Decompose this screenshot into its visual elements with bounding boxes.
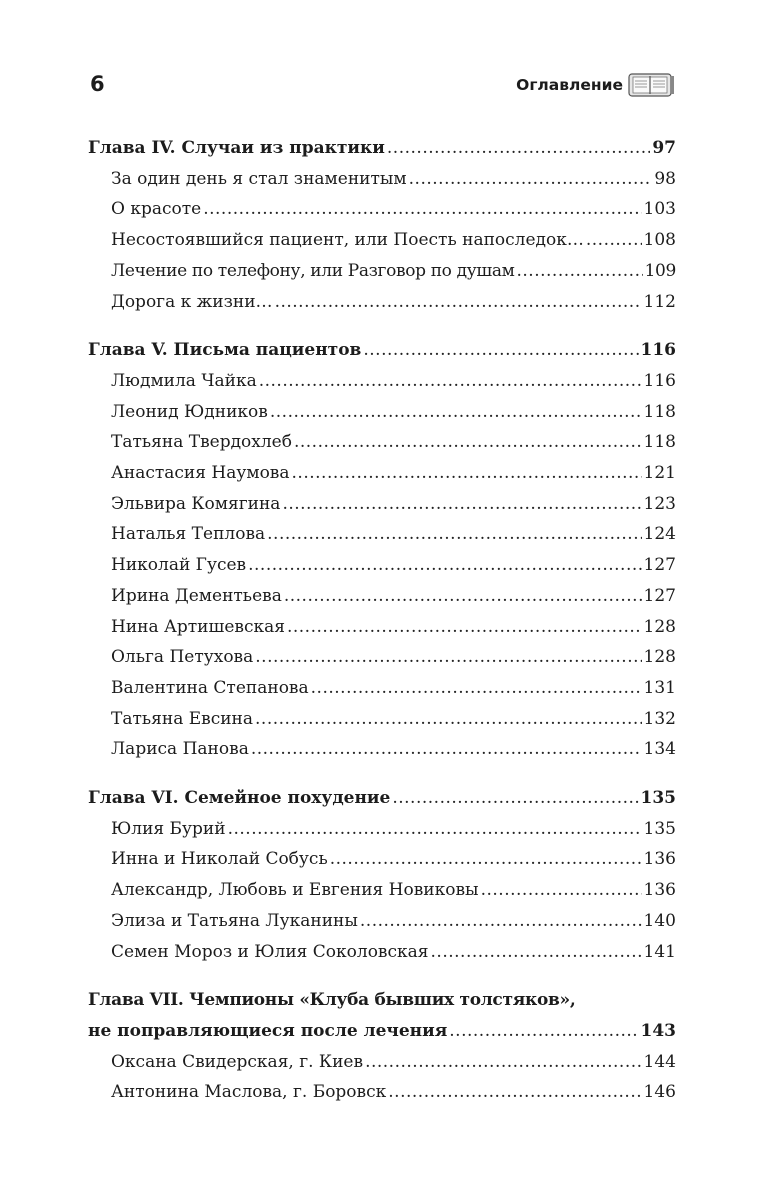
- toc-entry[interactable]: [88, 458, 676, 489]
- toc-entry[interactable]: [88, 194, 676, 225]
- page-ref: 116: [640, 340, 676, 361]
- toc-entry[interactable]: [88, 256, 676, 287]
- chapter-6: [88, 783, 676, 967]
- toc-entry[interactable]: [88, 704, 676, 735]
- chapter-title: Глава VI. Семейное похудение: [88, 788, 391, 809]
- page-ref: 109: [644, 260, 676, 281]
- chapter-title-line1[interactable]: Глава VII. Чемпионы «Клуба бывших толстяков»,: [88, 990, 576, 1011]
- page-ref: 135: [643, 818, 676, 839]
- toc-entry[interactable]: [88, 287, 676, 318]
- page-ref: 112: [643, 291, 676, 312]
- page-ref: 128: [643, 616, 676, 637]
- entry-title: Лариса Панова: [111, 739, 249, 760]
- page-number: 6: [90, 72, 105, 96]
- entry-title: За один день я стал знаменитым: [111, 168, 407, 189]
- page-ref: 140: [643, 910, 676, 931]
- page-ref: 118: [643, 401, 676, 422]
- toc-entry[interactable]: [88, 489, 676, 520]
- page-ref: 128: [643, 647, 676, 668]
- page-ref: 134: [643, 739, 676, 760]
- entry-title: Элиза и Татьяна Луканины: [111, 910, 358, 931]
- page-ref: 135: [640, 788, 676, 809]
- entry-title: Антонина Маслова, г. Боровск: [111, 1082, 387, 1103]
- page-ref: 103: [643, 199, 676, 220]
- page-ref: 108: [643, 230, 676, 251]
- chapter-title: Глава V. Письма пациентов: [88, 340, 362, 361]
- chapter-7: [88, 985, 676, 1108]
- toc-entry[interactable]: [88, 164, 676, 195]
- page-ref: 141: [643, 941, 676, 962]
- entry-title: Юлия Бурий: [111, 818, 226, 839]
- page-ref: 118: [643, 432, 676, 453]
- page-ref: 121: [643, 463, 676, 484]
- entry-title: Лечение по телефону, или Разговор по душам: [111, 260, 515, 281]
- toc-chapter-heading[interactable]: [88, 1016, 676, 1047]
- toc-entry[interactable]: [88, 397, 676, 428]
- page-ref: 124: [643, 524, 676, 545]
- toc-entry[interactable]: [88, 550, 676, 581]
- toc-entry[interactable]: [88, 734, 676, 765]
- entry-title: Дорога к жизни…: [111, 291, 273, 312]
- section-title: Оглавление: [516, 76, 623, 94]
- entry-title: Ольга Петухова: [111, 647, 254, 668]
- toc-entry[interactable]: [88, 581, 676, 612]
- entry-title: Нина Артишевская: [111, 616, 285, 637]
- toc-chapter-heading[interactable]: [88, 783, 676, 814]
- page-ref: 136: [643, 849, 676, 870]
- toc-entry[interactable]: [88, 366, 676, 397]
- page-ref: 143: [640, 1020, 676, 1041]
- page-ref: 98: [654, 168, 676, 189]
- toc-entry[interactable]: [88, 937, 676, 968]
- toc-entry[interactable]: [88, 225, 676, 256]
- chapter-title-line2: не поправляющиеся после лечения: [88, 1020, 448, 1041]
- chapter-4: [88, 133, 676, 317]
- toc-entry[interactable]: [88, 906, 676, 937]
- entry-title: Леонид Юдников: [111, 401, 268, 422]
- entry-title: О красоте: [111, 199, 202, 220]
- table-of-contents: [88, 133, 676, 1108]
- book-icon: [627, 70, 675, 100]
- entry-title: Наталья Теплова: [111, 524, 266, 545]
- entry-title: Оксана Свидерская, г. Киев: [111, 1051, 364, 1072]
- toc-chapter-heading[interactable]: [88, 335, 676, 366]
- toc-entry[interactable]: [88, 814, 676, 845]
- page-ref: 116: [643, 370, 676, 391]
- entry-title: Людмила Чайка: [111, 370, 257, 391]
- toc-entry[interactable]: [88, 875, 676, 906]
- toc-entry[interactable]: [88, 1047, 676, 1078]
- page-ref: 131: [643, 677, 676, 698]
- page-ref: 146: [643, 1082, 676, 1103]
- toc-chapter-heading[interactable]: [88, 133, 676, 164]
- toc-entry[interactable]: [88, 427, 676, 458]
- page-ref: 97: [652, 138, 676, 158]
- entry-title: Александр, Любовь и Евгения Новиковы: [111, 880, 479, 901]
- entry-title: Семен Мороз и Юлия Соколовская: [111, 941, 429, 962]
- toc-entry[interactable]: [88, 673, 676, 704]
- page-header: [90, 70, 675, 106]
- page-ref: 136: [643, 880, 676, 901]
- toc-entry[interactable]: [88, 1077, 676, 1108]
- entry-title: Эльвира Комягина: [111, 493, 281, 514]
- page-ref: 127: [643, 585, 676, 606]
- entry-title: Татьяна Евсина: [111, 708, 254, 729]
- entry-title: Николай Гусев: [111, 555, 247, 576]
- toc-entry[interactable]: [88, 844, 676, 875]
- entry-title: Валентина Степанова: [111, 677, 309, 698]
- entry-title: Инна и Николай Собусь: [111, 849, 328, 870]
- entry-title: Несостоявшийся пациент, или Поесть напоследок…: [111, 230, 584, 251]
- toc-entry[interactable]: [88, 612, 676, 643]
- page-ref: 132: [643, 708, 676, 729]
- page-ref: 127: [643, 555, 676, 576]
- entry-title: Татьяна Твердохлеб: [111, 432, 292, 453]
- entry-title: Анастасия Наумова: [111, 463, 290, 484]
- toc-entry[interactable]: [88, 642, 676, 673]
- page-ref: 123: [643, 493, 676, 514]
- toc-entry[interactable]: [88, 519, 676, 550]
- page-ref: 144: [643, 1051, 676, 1072]
- chapter-5: [88, 335, 676, 765]
- chapter-title: Глава IV. Случаи из практики: [88, 138, 385, 158]
- entry-title: Ирина Дементьева: [111, 585, 282, 606]
